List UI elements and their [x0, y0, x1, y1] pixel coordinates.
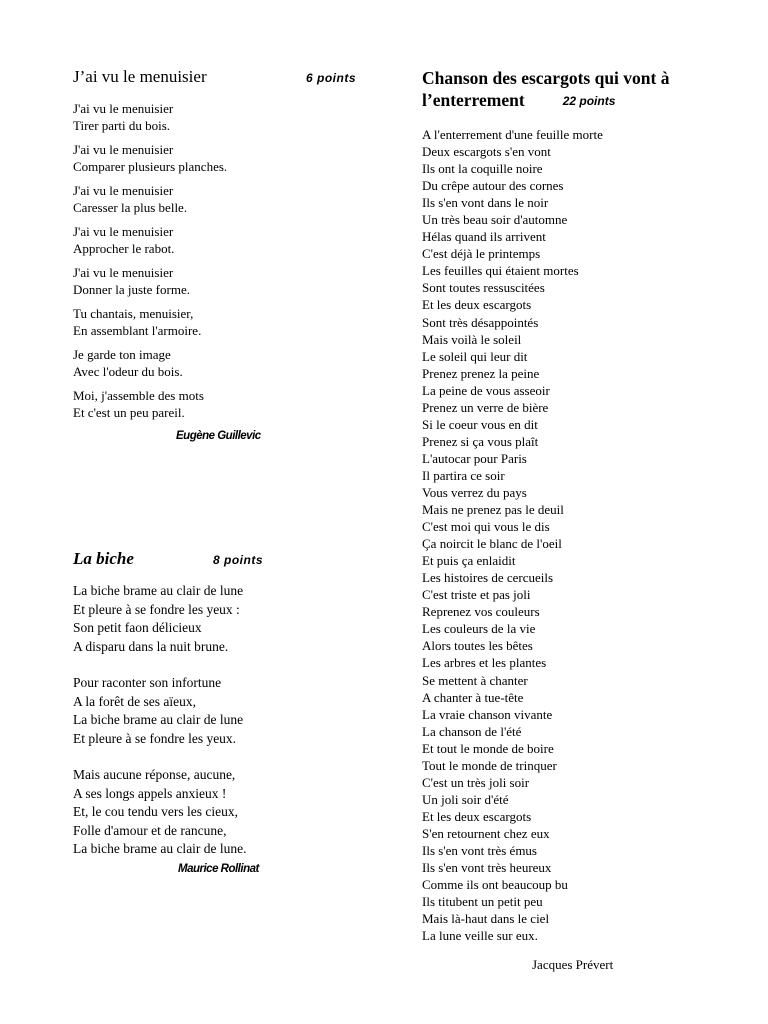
verse-line: Un très beau soir d'automne: [422, 212, 568, 228]
stanza: [73, 223, 383, 257]
verse-line: C'est un très joli soir: [422, 774, 530, 790]
poem-menuisier: [73, 66, 383, 442]
verse-line: Je garde ton image: [73, 347, 171, 362]
verse-line: Hélas quand ils arrivent: [422, 229, 546, 245]
verse-line: C'est déjà le printemps: [422, 246, 541, 262]
stanza: [73, 387, 383, 421]
verse-line: Les couleurs de la vie: [422, 621, 536, 637]
poem-biche-title: La biche: [73, 549, 134, 568]
verse-line: Le soleil qui leur dit: [422, 348, 528, 364]
verse-line: Il partira ce soir: [422, 467, 505, 483]
verse-line: La peine de vous asseoir: [422, 382, 550, 398]
poem-biche: [73, 548, 383, 859]
stanza: [73, 346, 383, 380]
verse-line: La biche brame au clair de lune.: [73, 841, 247, 856]
verse-line: Ils s'en vont dans le noir: [422, 195, 549, 211]
left-column: [73, 66, 383, 875]
stanza: [73, 766, 383, 859]
verse-line: Et les deux escargots: [422, 297, 532, 313]
verse-line: Et c'est un peu pareil.: [73, 405, 185, 420]
verse-line: Prenez prenez la peine: [422, 365, 540, 381]
stanza: [73, 674, 383, 748]
verse-line: Mais là-haut dans le ciel: [422, 911, 550, 927]
verse-line: Et puis ça enlaidit: [422, 553, 516, 569]
verse-line: L'autocar pour Paris: [422, 450, 527, 466]
verse-line: La biche brame au clair de lune: [73, 712, 244, 727]
poem-menuisier-header: [73, 66, 383, 92]
verse-line: Et pleure à se fondre les yeux.: [73, 730, 237, 746]
verse-line: A disparu dans la nuit brune.: [73, 638, 229, 654]
verse-line: Les feuilles qui étaient mortes: [422, 263, 579, 279]
verse-line: Les histoires de cercueils: [422, 570, 554, 586]
verse-line: Mais ne prenez pas le deuil: [422, 502, 564, 518]
verse-line: Folle d'amour et de rancune,: [73, 822, 227, 838]
verse-line: Prenez un verre de bière: [422, 399, 549, 415]
verse-line: Moi, j'assemble des mots: [73, 388, 204, 403]
verse-line: Pour raconter son infortune: [73, 675, 222, 690]
poem-menuisier-title: J’ai vu le menuisier: [73, 67, 207, 86]
verse-line: Prenez si ça vous plaît: [422, 433, 539, 449]
verse-line: Ils ont la coquille noire: [422, 161, 543, 177]
verse-line: Un joli soir d'été: [422, 791, 509, 807]
stanza: [73, 582, 383, 656]
verse-line: J'ai vu le menuisier: [73, 101, 174, 116]
verse-line: En assemblant l'armoire.: [73, 323, 202, 338]
verse-line: Si le coeur vous en dit: [422, 416, 538, 432]
verse-line: A l'enterrement d'une feuille morte: [422, 127, 603, 142]
verse-line: Mais aucune réponse, aucune,: [73, 767, 236, 782]
stanza: [73, 305, 383, 339]
verse-line: A la forêt de ses aïeux,: [73, 693, 196, 709]
verse-line: Et, le cou tendu vers les cieux,: [73, 804, 238, 819]
verse-line: Tu chantais, menuisier,: [73, 306, 194, 321]
verse-line: Se mettent à chanter: [422, 672, 528, 688]
verse-line: Ils titubent un petit peu: [422, 894, 543, 910]
right-column: [422, 67, 722, 944]
poem-escargots-body: [422, 126, 722, 944]
verse-line: Avec l'odeur du bois.: [73, 364, 183, 379]
poem-escargots-author: Jacques Prévert: [532, 957, 614, 972]
verse-line: Et tout le monde de boire: [422, 740, 554, 756]
stanza: [73, 182, 383, 216]
verse-line: C'est triste et pas joli: [422, 587, 531, 603]
verse-line: A chanter à tue-tête: [422, 689, 524, 705]
verse-line: Donner la juste forme.: [73, 282, 190, 297]
poem-escargots-points: 22 points: [562, 94, 616, 108]
verse-line: Vous verrez du pays: [422, 484, 527, 500]
verse-line: Ça noircit le blanc de l'oeil: [422, 536, 562, 552]
verse-line: La lune veille sur eux.: [422, 928, 538, 944]
verse-line: Ils s'en vont très émus: [422, 842, 537, 858]
verse-line: Mais voilà le soleil: [422, 331, 522, 347]
poem-biche-points: 8 points: [213, 553, 264, 567]
verse-line: La biche brame au clair de lune: [73, 583, 244, 598]
verse-line: Reprenez vos couleurs: [422, 604, 540, 620]
poem-escargots-title: [422, 67, 722, 113]
verse-line: La chanson de l'été: [422, 723, 522, 739]
verse-line: Deux escargots s'en vont: [422, 144, 551, 160]
poem-biche-header: [73, 548, 383, 574]
verse-line: Caresser la plus belle.: [73, 200, 188, 215]
verse-line: C'est moi qui vous le dis: [422, 519, 550, 535]
verse-line: Comparer plusieurs planches.: [73, 159, 228, 174]
verse-line: La vraie chanson vivante: [422, 706, 553, 722]
verse-line: Et les deux escargots: [422, 808, 532, 824]
verse-line: J'ai vu le menuisier: [73, 265, 174, 280]
verse-line: Alors toutes les bêtes: [422, 638, 533, 654]
verse-line: Du crêpe autour des cornes: [422, 178, 564, 194]
poem-menuisier-author: Eugène Guillevic: [176, 430, 261, 442]
stanza: [73, 100, 383, 134]
verse-line: Son petit faon délicieux: [73, 620, 202, 635]
verse-line: Et pleure à se fondre les yeux :: [73, 601, 240, 617]
verse-line: J'ai vu le menuisier: [73, 183, 174, 198]
poem-escargots-title-text: l’enterrement: [422, 90, 525, 110]
verse-line: Tout le monde de trinquer: [422, 757, 557, 773]
verse-line: Les arbres et les plantes: [422, 655, 547, 671]
poem-escargots-title-line: [422, 89, 722, 113]
verse-line: J'ai vu le menuisier: [73, 224, 174, 239]
poem-escargots-title-line: Chanson des escargots qui vont à: [422, 68, 670, 88]
verse-line: Approcher le rabot.: [73, 241, 175, 256]
verse-line: S'en retournent chez eux: [422, 825, 550, 841]
stanza: [73, 141, 383, 175]
poem-menuisier-points: 6 points: [306, 71, 357, 85]
verse-line: Comme ils ont beaucoup bu: [422, 877, 568, 893]
verse-line: A ses longs appels anxieux !: [73, 785, 227, 801]
verse-line: Ils s'en vont très heureux: [422, 860, 552, 876]
verse-line: Tirer parti du bois.: [73, 118, 171, 133]
verse-line: Sont toutes ressuscitées: [422, 280, 545, 296]
poem-biche-author: Maurice Rollinat: [178, 863, 259, 875]
verse-line: Sont très désappointés: [422, 314, 539, 330]
verse-line: J'ai vu le menuisier: [73, 142, 174, 157]
stanza: [73, 264, 383, 298]
